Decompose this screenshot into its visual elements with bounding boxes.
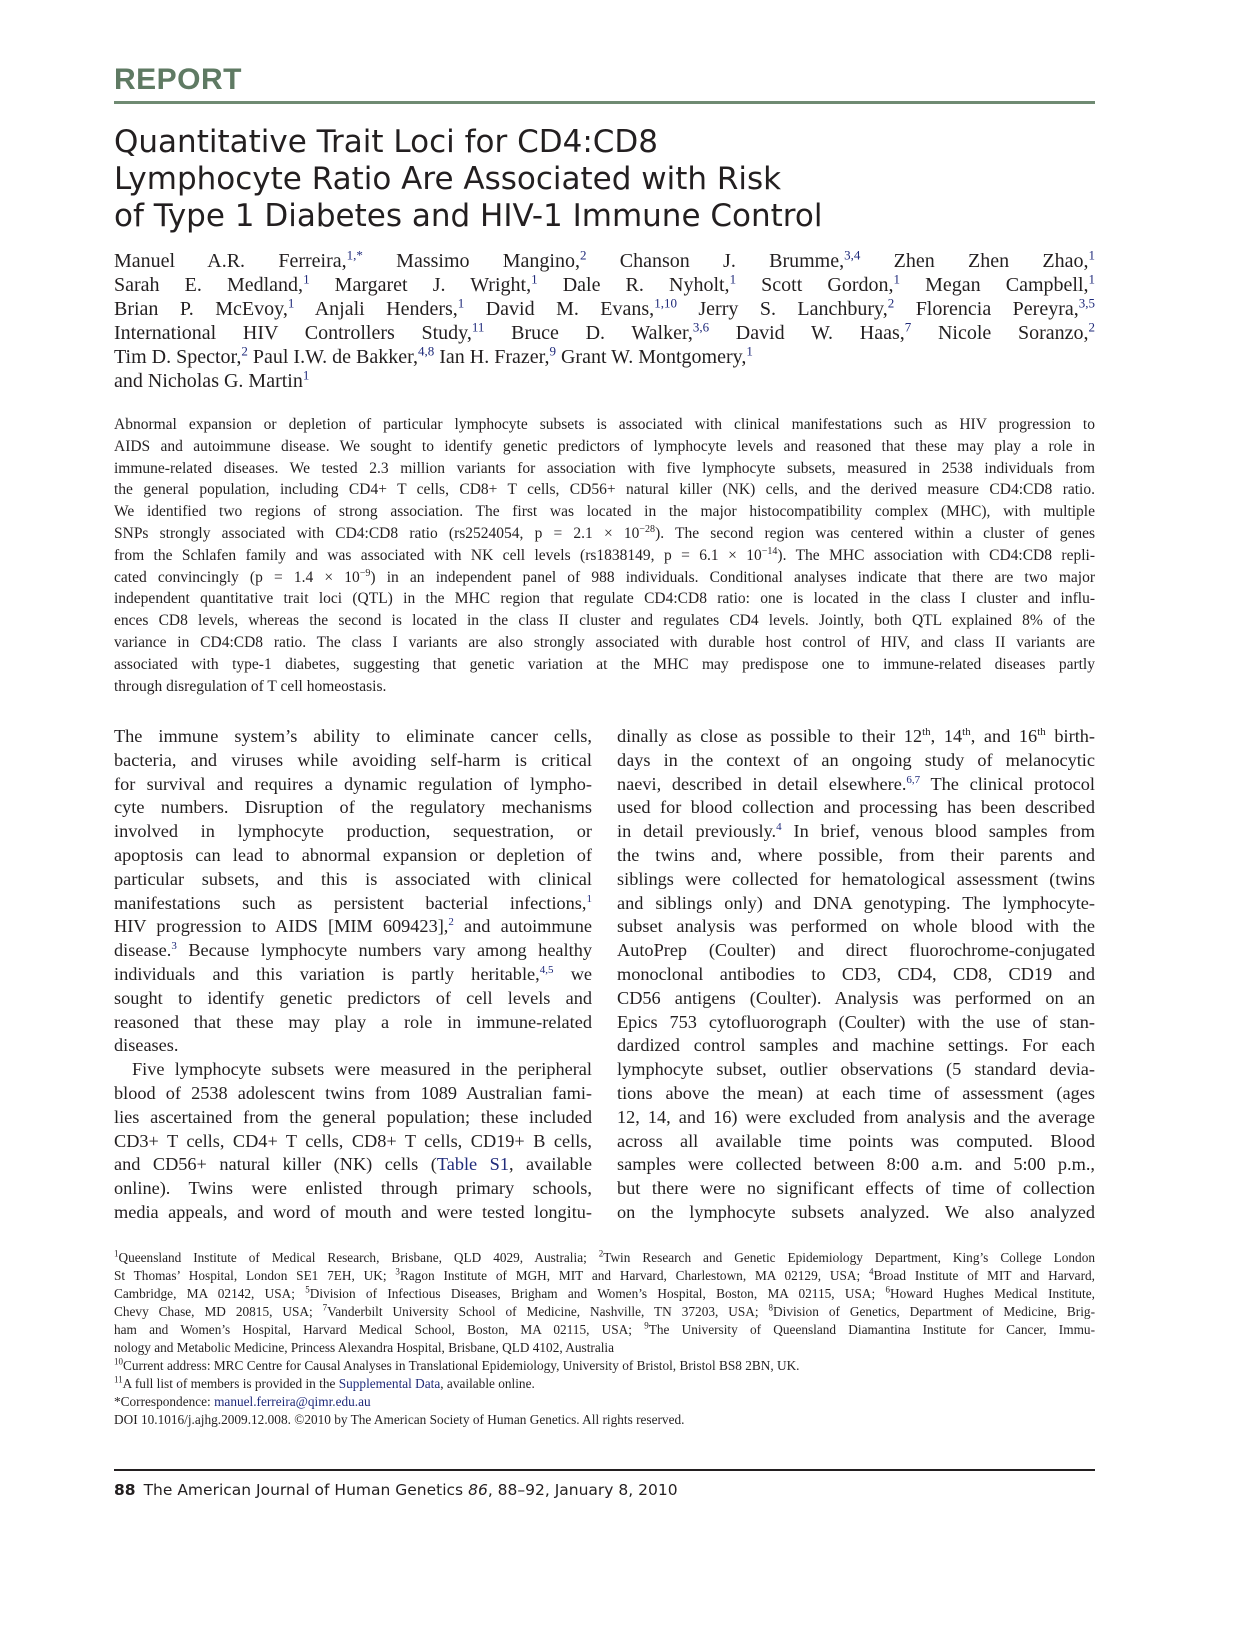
body-line [114,915,592,939]
author-affiliation[interactable]: 7 [904,319,912,335]
body-line [617,820,1095,844]
header-rule [114,101,1095,104]
ordinal-suffix: th [1037,725,1046,738]
author-name: Chanson J. Brumme, [619,250,845,272]
footnote-line [114,1357,1095,1375]
body-line [114,939,592,963]
author-name: International HIV Controllers Study, [114,322,472,344]
author-affiliation[interactable]: 1,* [346,247,363,263]
author-name: Zhen Zhen Zhao, [893,250,1089,272]
footnote-marker: 3 [395,1266,400,1277]
body-line: and siblings only) and DNA genotyping. The lymphocyte- [617,892,1095,913]
author-affiliation[interactable]: 1 [1088,247,1095,263]
body-text: in detail previously. [617,821,777,842]
footnote-line [114,1285,1095,1303]
author-name: David W. Haas, [735,322,905,344]
body-line: used for blood collection and processing has been described [617,797,1095,818]
body-text: dinally as close as possible to their 12 [617,726,923,746]
body-line [617,773,1095,797]
footnote-text: Broad Institute of MIT and Harvard, [873,1268,1095,1283]
footnote-text: A full list of members is provided in the [122,1376,339,1391]
author-name: Tim D. Spector, [114,346,242,368]
body-line [114,1153,592,1177]
body-text: manifestations such as persistent bacterial infections, [114,892,587,913]
author-affiliation[interactable]: 1 [746,343,753,359]
footnote-text: Howard Hughes Medical Institute, [890,1286,1095,1301]
footnote-text: Current address: MRC Centre for Causal Analyses in Translational Epidemiology, University of Bristol, Bristol BS8 2BN, UK. [123,1358,800,1373]
footnote-text: Division of Infectious Diseases, Brigham and Women’s Hospital, Boston, MA 02115, USA; [309,1286,886,1301]
body-line: across all available time points was computed. Blood [617,1130,1095,1151]
abstract-line: associated with type-1 diabetes, suggesting that genetic variation at the MHC may predispose one to immune-related diseases partly [114,655,1095,673]
body-text: we [553,963,593,984]
body-text: and CD56+ natural killer (NK) cells ( [114,1154,437,1175]
author-name: Sarah E. Medland, [114,274,304,296]
citation-ref[interactable]: 1 [586,892,592,905]
author-affiliation[interactable]: 2 [1088,319,1096,335]
author-name: Anjali Henders, [314,298,458,320]
title-line: Lymphocyte Ratio Are Associated with Risk [114,161,782,197]
author-name: Paul I.W. de Bakker, [252,346,418,368]
exponent: −14 [761,545,778,557]
body-line: days in the context of an ongoing study of melanocytic [617,749,1095,770]
author-list [114,249,1095,393]
abstract-line: independent quantitative trait loci (QTL) in the MHC region that regulate CD4:CD8 ratio: one is located in the class I cluster and influ- [114,590,1095,608]
citation-ref[interactable]: 2 [448,916,454,929]
author-line [114,297,1095,321]
footnote-line [114,1321,1095,1339]
footnote-text: Queensland Institute of Medical Research, Brisbane, QLD 4029, Australia; [118,1250,599,1265]
body-line: blood of 2538 adolescent twins from 1089 Australian fami- [114,1082,592,1103]
body-line: for survival and requires a dynamic regulation of lympho- [114,773,592,794]
body-line: lymphocyte subset, outlier observations (5 standard devia- [617,1059,1095,1080]
author-name: Brian P. McEvoy, [114,298,288,320]
footnote-line [114,1375,1095,1393]
author-name: Scott Gordon, [761,274,894,296]
footnote-text: Chevy Chase, MD 20815, USA; [114,1304,323,1319]
abstract-line [114,523,1095,545]
body-text: and autoimmune [453,916,592,937]
supplemental-data-link[interactable]: Supplemental Data [338,1376,441,1391]
body-text: , and 16 [970,726,1038,746]
author-name: Grant W. Montgomery, [560,346,747,368]
body-text: In brief, venous blood samples from [781,821,1095,842]
abstract-text: from the Schlafen family and was associated with NK cell levels (rs1838149, p = 6.1 × 10 [114,546,762,564]
footnote-marker: 9 [644,1320,649,1331]
author-name: Nicole Soranzo, [937,322,1089,344]
footnote-marker: 6 [885,1284,891,1295]
footnote-text: ham and Women’s Hospital, Harvard Medical School, Boston, MA 02115, USA; [114,1322,645,1337]
author-affiliation[interactable]: 1 [302,367,310,383]
doi-line: DOI 10.1016/j.ajhg.2009.12.008. ©2010 by The American Society of Human Genetics. All rights reserved. [114,1412,685,1427]
abstract-line: We identified two regions of strong association. The first was located in the major histocompatibility complex (MHC), with multiple [114,503,1095,521]
author-name: David M. Evans, [485,298,655,320]
affiliation-footnotes [114,1249,1095,1429]
journal-volume: 86 [468,1481,488,1499]
author-affiliation[interactable]: 1 [893,271,900,287]
author-affiliation[interactable]: 1 [287,295,295,311]
footnote-marker: 10 [114,1356,123,1367]
body-line: The immune system’s ability to eliminate cancer cells, [114,726,592,746]
author-name: Megan Campbell, [925,274,1089,296]
abstract-line: Abnormal expansion or depletion of particular lymphocyte subsets is associated with clinical manifestations such as HIV progression to [114,416,1095,433]
table-s1-link[interactable]: Table S1 [436,1154,509,1175]
body-line: media appeals, and word of mouth and were tested longitu- [114,1201,592,1222]
author-affiliation[interactable]: 2 [241,343,248,359]
footnote-text: Vanderbilt University School of Medicine, Nashville, TN 37203, USA; [327,1304,769,1319]
footnote-marker: 1 [114,1248,119,1259]
footnote-line [114,1303,1095,1321]
body-line: particular subsets, and this is associated with clinical [114,868,592,889]
abstract [114,414,1095,697]
body-line: siblings were collected for hematological assessment (twins [617,868,1095,889]
footnote-marker: 5 [305,1284,310,1295]
body-text: Because lymphocyte numbers vary among healthy [176,940,592,961]
author-name: Bruce D. Walker, [511,322,693,344]
body-line: the twins and, where possible, from their parents and [617,844,1095,865]
journal-pages-date: , 88–92, January 8, 2010 [487,1481,678,1499]
body-line: CD56 antigens (Coulter). Analysis was performed on an [617,987,1095,1008]
author-affiliation[interactable]: 4,8 [417,343,435,359]
author-affiliation[interactable]: 3,5 [1078,295,1095,311]
body-line: Five lymphocyte subsets were measured in the peripheral [132,1059,592,1080]
author-name: Margaret J. Wright, [334,274,532,296]
body-line: involved in lymphocyte production, sequestration, or [114,821,592,842]
abstract-line [114,567,1095,589]
author-name: Florencia Pereyra, [915,298,1079,320]
author-line [114,369,1095,393]
author-affiliation[interactable]: 1 [457,295,465,311]
footnote-text: The University of Queensland Diamantina Institute for Cancer, Immu- [648,1322,1095,1337]
footnote-text: , available online. [440,1376,535,1391]
footnote-line: nology and Metabolic Medicine, Princess Alexandra Hospital, Brisbane, QLD 4102, Australia [114,1340,615,1355]
author-line [114,345,1095,369]
correspondence-label: *Correspondence: [114,1394,215,1409]
author-name: Manuel A.R. Ferreira, [114,250,347,272]
article-page [114,0,1095,1632]
author-affiliation[interactable]: 1 [531,271,538,287]
article-title [114,124,914,235]
body-line [114,963,592,987]
footnote-text: Division of Genetics, Department of Medicine, Brig- [773,1304,1096,1319]
title-line: of Type 1 Diabetes and HIV-1 Immune Control [114,198,823,234]
author-name: and Nicholas G. Martin [114,370,303,392]
body-text: The clinical protocol [920,773,1095,794]
body-text: HIV progression to AIDS [MIM 609423], [114,916,449,937]
body-text: naevi, described in detail elsewhere. [617,773,907,794]
body-line [114,892,592,916]
journal-name: The American Journal of Human Genetics [143,1481,469,1499]
author-name: Massimo Mangino, [396,250,580,272]
body-line: online). Twins were enlisted through primary schools, [114,1178,592,1199]
footnote-text: St Thomas’ Hospital, London SE1 7EH, UK; [114,1268,396,1283]
body-line: cyte numbers. Disruption of the regulatory mechanisms [114,797,592,818]
body-text: individuals and this variation is partly heritable, [114,963,540,984]
author-affiliation[interactable]: 3,6 [692,319,710,335]
footnote-line [114,1393,1095,1411]
abstract-text: ). The MHC association with CD4:CD8 repli- [777,546,1095,564]
body-text: birth- [1045,726,1096,746]
citation-ref[interactable]: 3 [171,940,177,953]
footnote-marker: 4 [869,1266,874,1277]
author-name: Dale R. Nyholt, [562,274,730,296]
exponent: −9 [359,567,371,579]
author-affiliation[interactable]: 2 [580,247,587,263]
ordinal-suffix: th [962,725,971,738]
ordinal-suffix: th [922,725,931,738]
author-affiliation[interactable]: 2 [887,295,895,311]
citation-ref[interactable]: 4 [776,821,782,834]
footnote-marker: 7 [322,1302,328,1313]
page-footer [114,1480,1095,1500]
section-label: REPORT [114,63,243,96]
body-line: lies ascertained from the general population; these included [114,1106,592,1127]
footnote-text: Ragon Institute of MGH, MIT and Harvard, Charlestown, MA 02129, USA; [399,1268,869,1283]
abstract-line [114,545,1095,567]
body-line: 12, 14, and 16) were excluded from analysis and the average [617,1106,1095,1127]
body-line: on the lymphocyte subsets analyzed. We also analyzed [617,1201,1095,1222]
body-line: Epics 753 cytofluorograph (Coulter) with the use of stan- [617,1011,1095,1032]
abstract-text: cated convincingly (p = 1.4 × 10 [114,568,360,586]
footer-rule [114,1469,1095,1471]
author-name: Ian H. Frazer, [439,346,550,368]
body-line: apoptosis can lead to abnormal expansion or depletion of [114,844,592,865]
body-line: AutoPrep (Coulter) and direct fluorochrome-conjugated [617,940,1095,961]
body-line: reasoned that these may play a role in immune-related [114,1011,592,1032]
footnote-line [114,1267,1095,1285]
author-affiliation[interactable]: 1 [729,271,737,287]
page-number: 88 [114,1481,136,1499]
footnote-marker: 8 [768,1302,774,1313]
abstract-line: immune-related diseases. We tested 2.3 million variants for association with five lymphocyte subsets, measured in 2538 individuals from [114,459,1095,477]
abstract-text: ). The second region was centered within a cluster of genes [655,524,1095,542]
footnote-marker: 2 [598,1248,604,1259]
author-line [114,249,1095,273]
body-text: , available [508,1154,593,1175]
abstract-line: ences CD8 levels, whereas the second is located in the class II cluster and regulates CD4 levels. Jointly, both QTL explained 8% of the [114,612,1095,630]
author-affiliation[interactable]: 11 [471,319,485,335]
author-line [114,321,1095,345]
body-line: dardized control samples and machine settings. For each [617,1035,1095,1056]
footnote-text: Cambridge, MA 02142, USA; [114,1286,306,1301]
citation-ref[interactable]: 6,7 [906,773,921,786]
body-column-left [114,725,592,1225]
footnote-line [114,1249,1095,1267]
body-text: , 14 [930,726,963,746]
author-line [114,273,1095,297]
author-affiliation[interactable]: 3,4 [844,247,861,263]
abstract-line: through disregulation of T cell homeostasis. [114,677,387,695]
citation-ref[interactable]: 4,5 [539,963,554,976]
body-line: monoclonal antibodies to CD3, CD4, CD8, CD19 and [617,963,1095,984]
author-affiliation[interactable]: 1,10 [654,295,677,311]
correspondence-email-link[interactable]: manuel.ferreira@qimr.edu.au [214,1394,371,1409]
body-line: but there were no significant effects of time of collection [617,1178,1095,1199]
body-line: subset analysis was performed on whole blood with the [617,916,1095,937]
author-name: Jerry S. Lanchbury, [698,298,888,320]
author-affiliation[interactable]: 9 [549,343,556,359]
footnote-text: Twin Research and Genetic Epidemiology Department, King’s College London [603,1250,1096,1265]
body-line: samples were collected between 8:00 a.m. and 5:00 p.m., [617,1154,1095,1175]
title-line: Quantitative Trait Loci for CD4:CD8 [114,124,658,160]
body-text: disease. [114,940,172,961]
body-line: diseases. [114,1035,179,1056]
body-column-right [617,725,1095,1225]
abstract-text: ) in an independent panel of 988 individuals. Conditional analyses indicate that there are two major [370,568,1095,586]
footnote-marker: 11 [114,1374,123,1385]
abstract-line: the general population, including CD4+ T cells, CD8+ T cells, CD56+ natural killer (NK) cells, and the derived measure CD4:CD8 ratio. [114,481,1095,499]
body-line: CD3+ T cells, CD4+ T cells, CD8+ T cells, CD19+ B cells, [114,1130,592,1151]
author-affiliation[interactable]: 1 [1088,271,1096,287]
exponent: −28 [639,523,656,535]
abstract-line: variance in CD4:CD8 ratio. The class I variants are also strongly associated with durable host control of HIV, and class II variants are [114,633,1095,651]
body-line: bacteria, and viruses while avoiding self-harm is critical [114,749,592,770]
abstract-text: SNPs strongly associated with CD4:CD8 ratio (rs2524054, p = 2.1 × 10 [114,524,640,542]
author-affiliation[interactable]: 1 [303,271,310,287]
body-line [617,725,1095,749]
body-line: sought to identify genetic predictors of cell levels and [114,987,592,1008]
abstract-line: AIDS and autoimmune disease. We sought to identify genetic predictors of lymphocyte levels and reasoned that these may play a role in [114,437,1095,455]
body-line: tions above the mean) at each time of assessment (ages [617,1082,1095,1103]
